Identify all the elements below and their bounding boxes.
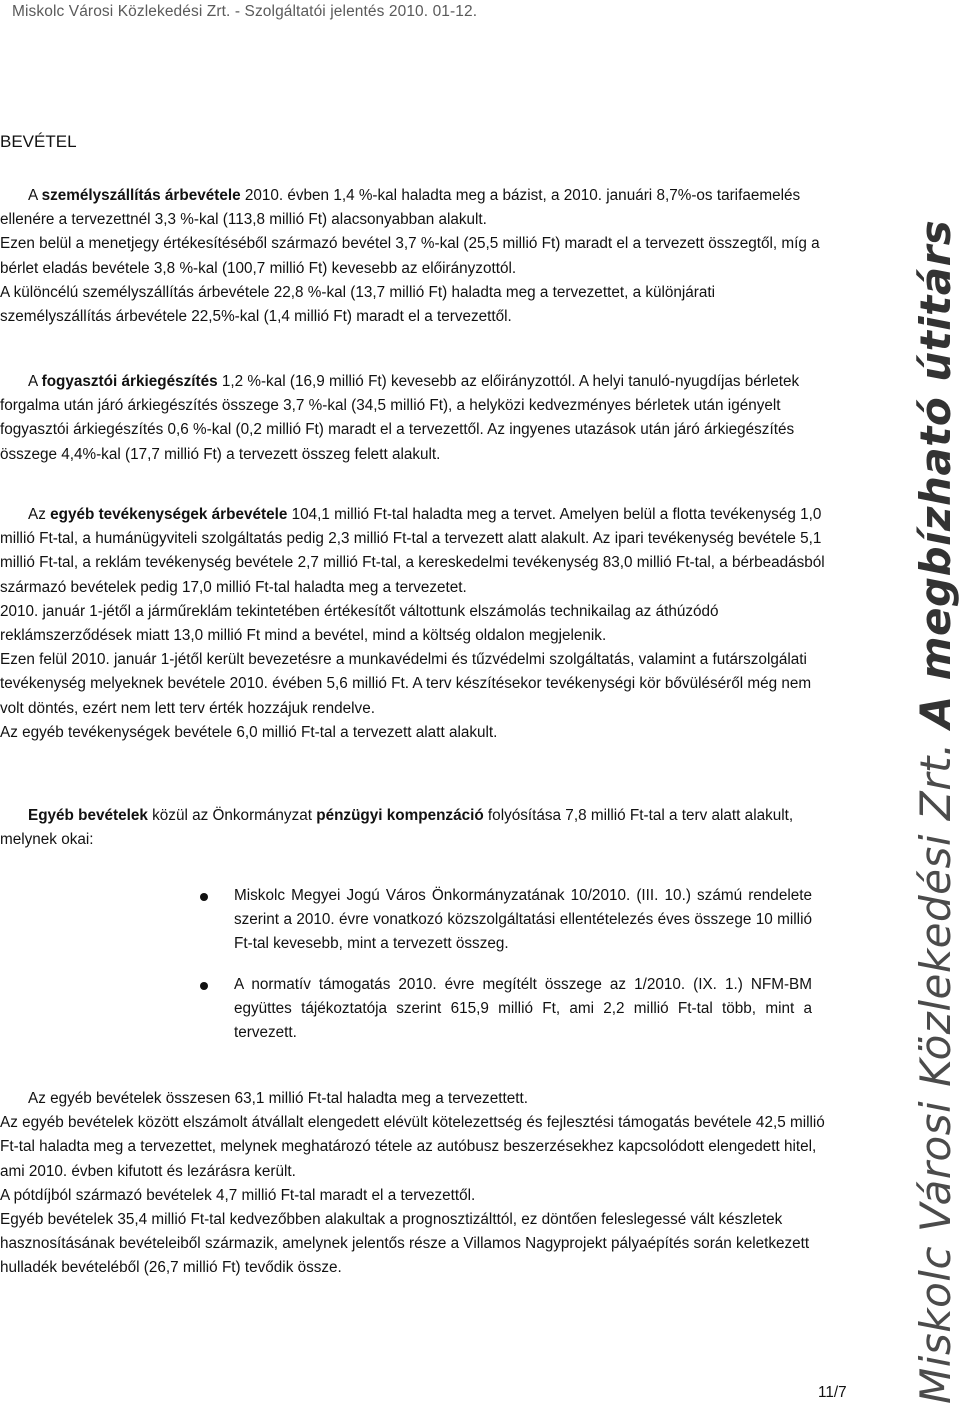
text-run: 104,1 millió Ft-tal haladta meg a tervet. Amelyen belül a flotta tevékenység 1,0 millió Ft-tal, a humánügyviteli szolgáltatás pedig 2,3 millió Ft-tal a tervezett alatt alakult. Az ipari tevékenység bevétele 5,1 millió Ft-tal, a reklám tevékenység bevétele 2,7 millió Ft-tal, a kereskedelmi tevékenység 83,0 millió Ft-tal, a bérbeadásból származó bevételek pedig 17,0 millió Ft-tal haladta meg a tervezetet. [0, 506, 825, 596]
text-run: 2010. évben 1,4 %-kal haladta meg a bázist, a 2010. januári 8,7%-os tarifaemelés ellenére a tervezettnél 3,3 %-kal (113,8 millió Ft) alacsonyabban alakult. [0, 187, 801, 229]
text-run: folyósítása 7,8 millió Ft-tal a terv alatt alakult, melynek okai: [0, 807, 794, 849]
text-run: közül az Önkormányzat [147, 807, 317, 824]
reasons-list [0, 884, 830, 1061]
bold-term: fogyasztói árkiegészítés [41, 373, 218, 390]
other-income-total: Az egyéb bevételek összesen 63,1 millió Ft-tal haladta meg a tervezettett. [28, 1090, 528, 1107]
watermark-slogan: A megbízható útitárs [911, 219, 960, 729]
surplus-inventory-detail: Egyéb bevételek 35,4 millió Ft-tal kedvezőbben alakultak a prognosztizálttól, ez döntően feleslegessé vált készletek hasznosításának bevételeiből származik, amelynek jelentős része a Villamos Nagyprojekt pályaépítés során keletkezett hulladék bevételéből (26,7 millió Ft) tevődik össze. [0, 1211, 810, 1277]
list-item [0, 973, 830, 1046]
bullet-icon [200, 982, 208, 990]
text-run: 1,2 %-kal (16,9 millió Ft) kevesebb az előirányzottól. A helyi tanuló-nyugdíjas bérletek forgalma után járó árkiegészítés összege 3,7 %-kal (34,5 millió Ft), a helyközi kedvezményes bérletek után igényelt fogyasztói árkiegészítés 0,6 %-kal (0,2 millió Ft) maradt el a tervezettől. Az ingyenes utazások után járó árkiegészítés összege 4,4%-kal (17,7 millió Ft) a tervezett összeg felett alakult. [0, 373, 800, 463]
bullet-icon [200, 893, 208, 901]
list-item-text: A normatív támogatás 2010. évre megítélt összege az 1/2010. (IX. 1.) NFM-BM együttes tájékoztatója szerint 615,9 millió Ft, ami 2,2 millió Ft-tal több, mint a tervezett. [234, 975, 812, 1042]
text-run: A [28, 187, 42, 204]
surcharge-detail: A pótdíjból származó bevételek 4,7 millió Ft-tal maradt el a tervezettől. [0, 1186, 476, 1204]
bold-term: pénzügyi kompenzáció [316, 807, 484, 824]
bold-term: Egyéb bevételek [28, 807, 148, 824]
text-run: Az [28, 506, 51, 523]
page-number: 11/7 [818, 1384, 847, 1401]
other-activities-total: Az egyéb tevékenységek bevétele 6,0 millió Ft-tal a tervezett alatt alakult. [0, 723, 498, 741]
new-services-detail: Ezen felül 2010. január 1-jétől került bevezetésre a munkavédelmi és tűzvédelmi szolgáltatás, valamint a futárszolgálati tevékenység melyeknek bevétele 2010. évében 5,6 millió Ft. A terv készítésekor tevékenységi kör bővüléséről még nem volt döntés, ezért nem lett terv érték hozzájuk rendelve. [0, 651, 812, 717]
other-activities-paragraph [0, 503, 830, 745]
other-income-paragraph [0, 804, 830, 852]
list-item [0, 884, 830, 957]
written-off-liabilities-detail: Az egyéb bevételek között elszámolt átvállalt elengedett elévült kötelezettség és fejlesztési támogatás bevétele 42,5 millió Ft-tal haladta meg a tervezettet, melynek meghatározó tétele az autóbusz beszerzésekhez kapcsolódott elengedett hitel, ami 2010. évben kifutott és lezárásra került. [0, 1114, 825, 1180]
bold-term: egyéb tevékenységek árbevétele [50, 506, 288, 523]
watermark-company: Miskolc Városi Közlekedési Zrt. [911, 742, 960, 1404]
bold-term: személyszállítás árbevétele [41, 187, 241, 204]
page-header: Miskolc Városi Közlekedési Zrt. - Szolgáltatói jelentés 2010. 01-12. [12, 3, 478, 20]
ticket-revenue-detail: Ezen belül a menetjegy értékesítéséből származó bevétel 3,7 %-kal (25,5 millió Ft) maradt el a tervezett összegtől, míg a bérlet eladás bevétele 3,8 %-kal (100,7 millió Ft) kevesebb az előirányzottól. [0, 235, 820, 277]
text-run: A [28, 373, 42, 390]
price-subsidy-paragraph [0, 370, 830, 467]
other-activities-summary [0, 503, 830, 600]
other-income-details [0, 1087, 830, 1281]
special-transport-detail: A különcélú személyszállítás árbevétele 22,8 %-kal (13,7 millió Ft) haladta meg a tervezettet, a különjárati személyszállítás árbevétele 22,5%-kal (1,4 millió Ft) maradt el a tervezettől. [0, 283, 716, 326]
other-income-intro [0, 804, 830, 852]
list-item-text: Miskolc Megyei Jogú Város Önkormányzatának 10/2010. (III. 10.) számú rendelete szerint a 2010. évre vonatkozó közszolgáltatási ellentételezés éves összege 10 millió Ft-tal kevesebb, mint a tervezett összeg. [234, 887, 812, 953]
price-subsidy-text [0, 370, 830, 467]
section-title: BEVÉTEL [0, 132, 77, 151]
company-watermark [908, 4, 960, 1404]
passenger-revenue-summary [0, 184, 830, 232]
passenger-revenue-paragraph [0, 184, 830, 329]
vehicle-ads-detail: 2010. január 1-jétől a járműreklám tekintetében értékesítőt váltottunk elszámolás technikailag az áthúzódó reklámszerződések miatt 13,0 millió Ft mind a bevétel, mind a költség oldalon megjelenik. [0, 602, 719, 645]
